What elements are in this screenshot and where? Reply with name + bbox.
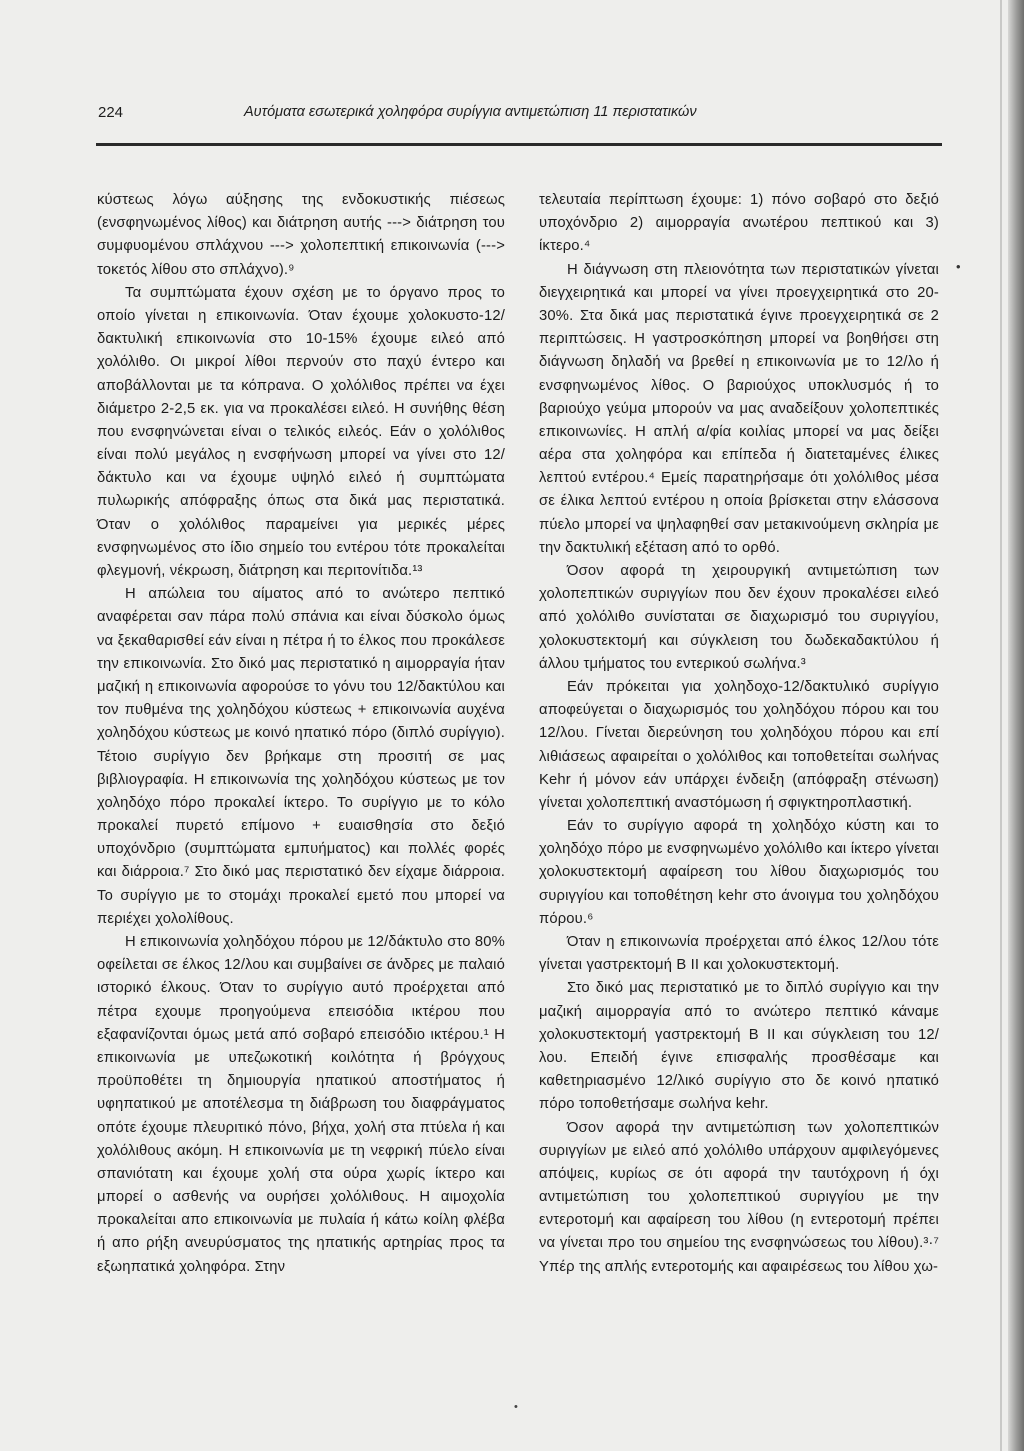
paragraph: Η διάγνωση στη πλειονότητα των περιστατικών γίνεται διεγχειρητικά και μπορεί να γίνει προεγχειρητικά στο 20-30%. Στα δικά μας περιστατικά έγινε προεγχειρητικά σε 2 περιπτώσεις. Η γαστροσκόπηση μπορεί να βοηθήσει στη διάγνωση δηλαδή να βρεθεί η επικοινωνία με το 12/λο ή ενσφηνωμένος λίθος. Ο βαριούχος υποκλυσμός ή το βαριούχο γεύμα μπορούν να μας αναδείξουν χολοπεπτικές επικοινωνίες. Η απλή α/φία κοιλίας μπορεί να μας δείξει αέρα στα χοληφόρα και επίπεδα ή διατεταμένες έλικες λεπτού εντέρου.⁴ Εμείς παρατηρήσαμε ότι χολόλιθος μέσα σε έλικα λεπτού εντέρου η οποία βρίσκεται στην ελάσσονα πύελο μπορεί να ψηλαφηθεί σαν μετακινούμενη σκληρία με την δακτυλική εξέταση από το ορθό. (539, 261, 939, 556)
footer-dot: • (514, 1401, 518, 1413)
paragraph: Εάν το συρίγγιο αφορά τη χοληδόχο κύστη και το χοληδόχο πόρο με ενσφηνωμένο χολόλιθο και ίκτερο γίνεται χολοκυστεκτομή αφαίρεση του λίθου διαχωρισμός του συριγγίου και τοποθέτηση kehr στο άνοιγμα του χοληδόχου πόρου.⁶ (539, 818, 939, 927)
header-rule (96, 143, 942, 146)
paragraph: Η απώλεια του αίματος από το ανώτερο πεπτικό αναφέρεται σαν πάρα πολύ σπάνια και είναι δύσκολο όμως να ξεκαθαρισθεί εάν είναι η πέτρα ή το έλκος που προκάλεσε την επικοινωνία. Στο δικό μας περιστατικό η αιμορραγία ήταν μαζική η επικοινωνία αφορούσε το γόνυ του 12/δακτύλου και τον πυθμένα της χοληδόχου κύστεως + επικοινωνία αυχένα χοληδόχου κύστεως με κοινό ηπατικό πόρο (διπλό συρίγγιο). Τέτοιο συρίγγιο δεν βρήκαμε στη προσιτή σε μας βιβλιογραφία. Η επικοινωνία της χοληδόχου κύστεως με τον χοληδόχο πόρο προκαλεί ίκτερο. Το συρίγγιο με το κόλο προκαλεί πυρετό επίμονο + ευαισθησία στο δεξιό υποχόνδριο (συμπτώματα εμπυήματος) και πολλές φορές και διάρροια.⁷ Στο δικό μας περιστατικό δεν είχαμε διάρροια. Το συρίγγιο με το στομάχι προκαλεί εμετό που μπορεί να περιέχει χολολίθους. (97, 586, 505, 927)
paragraph: Η επικοινωνία χοληδόχου πόρου με 12/δάκτυλο στο 80% οφείλεται σε έλκος 12/λου και συμβαίνει σε άνδρες με παλαιό ιστορικό έλκους. Όταν το συρίγγιο αυτό προέρχεται από πέτρα εχουμε προηγούμενα επεισόδια ικτέρου που εξαφανίζονται όμως μετά από σοβαρό επεισόδιο ικτέρου.¹ Η επικοινωνία με υπεζωκοτική κοιλότητα ή βρόγχους προϋποθέτει τη δημιουργία ηπατικού αποστήματος ή υφηπατικού με αποτέλεσμα τη διάβρωση του διαφράγματος οπότε έχουμε πλευριτικό πόνο, βήχα, χολή στα πτύελα ή και χολόλιθους ακόμη. Η επικοινωνία με τη νεφρική πύελο είναι σπανιότατη και έχουμε χολή στα ούρα χωρίς ίκτερο και μπορεί ο ασθενής να ουρήσει χολόλιθους. Η αιμοχολία προκαλείται απο επικοινωνία με πυλαία ή κάτω κοίλη φλέβα ή απο ρήξη ανευρύσματος της ηπατικής αρτηρίας προς τα εξωηπατικά χοληφόρα. Στην (97, 934, 505, 1275)
running-title: Αυτόματα εσωτερικά χοληφόρα συρίγγια αντιμετώπιση 11 περιστατικών (244, 104, 697, 120)
page-number: 224 (98, 104, 124, 121)
paragraph: κύστεως λόγω αύξησης της ενδοκυστικής πιέσεως (ενσφηνωμένος λίθος) και διάτρηση αυτής ---> διάτρηση του συμφυομένου σπλάχνου ---> χολοπεπτική επικοινωνία (---> τοκετός λίθου στο σπλάχνο).⁹ (97, 192, 505, 278)
scan-page-edge (1008, 0, 1024, 1451)
paragraph: Στο δικό μας περιστατικό με το διπλό συρίγγιο και την μαζική αιμορραγία από το ανώτερο πεπτικό κάναμε χολοκυστεκτομή γαστρεκτομή Β ΙΙ και σύγκλειση του 12/λου. Επειδή έγινε επισφαλής προσθέσαμε και καθετηριασμένο 12/λικό συρίγγιο στο δε κοινό ηπατικό πόρο τοποθετήσαμε σωλήνα kehr. (539, 980, 939, 1113)
paragraph: Τα συμπτώματα έχουν σχέση με το όργανο προς το οποίο γίνεται η επικοινωνία. Όταν έχουμε χολοκυστο-12/δακτυλική επικοινωνία στο 10-15% έχουμε ειλεό από χολόλιθο. Οι μικροί λίθοι περνούν στο παχύ έντερο και αποβάλλονται με τα κόπρανα. Ο χολόλιθος πρέπει να έχει διάμετρο 2-2,5 εκ. για να προκαλέσει ειλεό. Η συνήθης θέση που ενσφηνώνεται είναι ο τελικός ειλεός. Εάν ο χολόλιθος είναι πολύ μεγάλος η ενσφήνωση μπορεί να γίνει στο 12/δάκτυλο και να έχουμε υψηλό ειλεό ή συμπτώματα πυλωρικής απόφραξης όπως στα δικά μας περιστατικά. Όταν ο χολόλιθος παραμείνει για μερικές μέρες ενσφηνωμένος στο ίδιο σημείο του εντέρου τότε προκαλείται φλεγμονή, νέκρωση, διάτρηση και περιτονίτιδα.¹³ (97, 284, 505, 579)
right-column (539, 189, 939, 1279)
paragraph: Όσον αφορά την αντιμετώπιση των χολοπεπτικών συριγγίων με ειλεό από χολόλιθο υπάρχουν αμφιλεγόμενες απόψεις, κυρίως σε ότι αφορά την ταυτόχρονη ή όχι αντιμετώπιση του χολοπεπτικού συριγγίου με την εντεροτομή και αφαίρεση του λίθου (η εντεροτομή πρέπει να γίνεται προ του σημείου της ενσφηνώσεως του λίθου).³·⁷ Υπέρ της απλής εντεροτομής και αφαιρέσεως του λίθου χω- (539, 1119, 939, 1275)
paragraph: Εάν πρόκειται για χοληδοχο-12/δακτυλικό συρίγγιο αποφεύγεται ο διαχωρισμός του χοληδόχου πόρου και του 12/λου. Γίνεται διερεύνηση του χοληδόχου πόρου και επί λιθιάσεως αφαιρείται ο χολόλιθος και τοποθετείται σωλήνας Kehr ή μόνον εάν υπάρχει ένδειξη (απόφραξη στένωση) γίνεται χολοπεπτική αναστόμωση ή σφιγκτηροπλαστική. (539, 678, 939, 811)
paragraph: Όταν η επικοινωνία προέρχεται από έλκος 12/λου τότε γίνεται γαστρεκτομή Β ΙΙ και χολοκυστεκτομή. (539, 934, 939, 974)
paragraph: τελευταία περίπτωση έχουμε: 1) πόνο σοβαρό στο δεξιό υποχόνδριο 2) αιμορραγία ανωτέρου πεπτικού και 3) ίκτερο.⁴ (539, 192, 939, 255)
scan-edge-line (1000, 0, 1002, 1451)
margin-dot: • (956, 259, 961, 274)
left-column (97, 189, 505, 1279)
page-header (96, 98, 936, 128)
paragraph: Όσον αφορά τη χειρουργική αντιμετώπιση των χολοπεπτικών συριγγίων που δεν έχουν προκαλέσει ειλεό από χολόλιθο συνίσταται σε διαχωρισμό του συριγγίου, χολοκυστεκτομή και σύγκλειση του δωδεκαδακτύλου ή άλλου τμήματος του εντερικού σωλήνα.³ (539, 563, 939, 672)
